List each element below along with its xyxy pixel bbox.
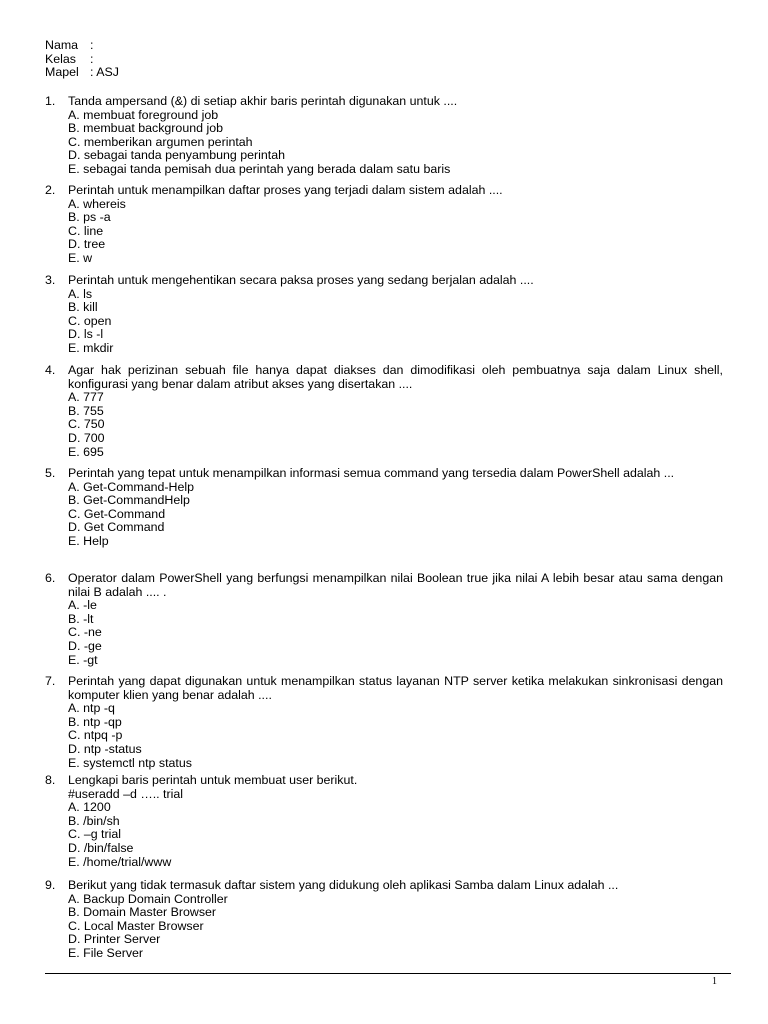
answer-option: C. Local Master Browser: [68, 918, 204, 933]
question-number: 1.: [45, 94, 56, 108]
answer-option: B. ntp -qp: [68, 714, 122, 729]
answer-option: D. tree: [68, 237, 106, 252]
question-number: 3.: [45, 273, 56, 287]
answer-option: A. 777: [68, 390, 104, 405]
answer-option: D. ntp -status: [68, 741, 142, 756]
question-text: Berikut yang tidak termasuk daftar sistem yang didukung oleh aplikasi Samba dalam Linux adalah ...: [68, 878, 619, 892]
question-line: [45, 364, 723, 391]
answer-option: A. ls: [68, 286, 93, 301]
answer-options: [68, 481, 723, 549]
question-1: [45, 95, 723, 177]
question-text: Lengkapi baris perintah untuk membuat user berikut.: [68, 773, 358, 787]
answer-option: B. Get-CommandHelp: [68, 493, 190, 508]
answer-options: [68, 893, 723, 961]
question-number: 2.: [45, 183, 56, 197]
answer-option: #useradd –d ….. trial: [68, 786, 184, 801]
answer-options: [68, 788, 723, 870]
answer-option: D. ls -l: [68, 327, 104, 342]
question-text: Perintah yang dapat digunakan untuk menampilkan status layanan NTP server ketika melakukan sinkronisasi dengan komputer klien yang benar adalah ....: [68, 674, 723, 702]
answer-option: C. open: [68, 313, 112, 328]
answer-options: [68, 599, 723, 667]
answer-option: A. ntp -q: [68, 701, 115, 716]
header-row-class: [45, 53, 119, 67]
header-label: Mapel: [45, 65, 79, 80]
answer-option: D. Get Command: [68, 520, 165, 535]
answer-option: C. ntpq -p: [68, 728, 123, 743]
answer-option: E. File Server: [68, 945, 144, 960]
header-value: : ASJ: [90, 65, 119, 80]
question-text: Operator dalam PowerShell yang berfungsi menampilkan nilai Boolean true jika nilai A lebih besar atau sama dengan nilai B adalah .... .: [68, 571, 723, 599]
answer-option: A. Backup Domain Controller: [68, 891, 228, 906]
student-info-header: [45, 39, 119, 80]
answer-option: D. /bin/false: [68, 840, 134, 855]
question-number: 6.: [45, 571, 56, 585]
question-number: 4.: [45, 363, 56, 377]
question-6: [45, 572, 723, 667]
answer-option: B. kill: [68, 300, 98, 315]
answer-option: E. /home/trial/www: [68, 854, 172, 869]
question-9: [45, 879, 723, 961]
answer-option: E. -gt: [68, 652, 98, 667]
answer-option: A. -le: [68, 598, 97, 613]
question-line: [45, 467, 723, 481]
question-4: [45, 364, 723, 459]
answer-option: D. Printer Server: [68, 932, 161, 947]
question-line: [45, 879, 723, 893]
answer-option: B. -lt: [68, 611, 94, 626]
question-line: [45, 184, 723, 198]
answer-option: E. sebagai tanda pemisah dua perintah yang berada dalam satu baris: [68, 161, 451, 176]
question-number: 9.: [45, 878, 56, 892]
answer-option: A. membuat foreground job: [68, 107, 219, 122]
question-text: Agar hak perizinan sebuah file hanya dapat diakses dan dimodifikasi oleh pembuatnya saja dalam Linux shell, konfigurasi yang benar dalam atribut akses yang disertakan ....: [68, 363, 723, 391]
answer-option: A. Get-Command-Help: [68, 479, 195, 494]
header-row-subject: [45, 66, 119, 80]
answer-option: C. Get-Command: [68, 506, 166, 521]
question-text: Perintah untuk mengehentikan secara paksa proses yang sedang berjalan adalah ....: [68, 273, 534, 287]
question-line: [45, 95, 723, 109]
answer-option: D. -ge: [68, 638, 102, 653]
question-number: 8.: [45, 773, 56, 787]
answer-option: D. 700: [68, 430, 105, 445]
answer-option: B. ps -a: [68, 210, 111, 225]
question-7: [45, 675, 723, 770]
answer-options: [68, 391, 723, 459]
question-5: [45, 467, 723, 549]
header-row-name: [45, 39, 119, 53]
question-text: Perintah yang tepat untuk menampilkan informasi semua command yang tersedia dalam PowerShell adalah ...: [68, 466, 675, 480]
header-label: Nama: [45, 38, 79, 52]
footer-divider: [45, 973, 731, 974]
answer-options: [68, 288, 723, 356]
answer-option: C. –g trial: [68, 827, 122, 842]
answer-option: B. Domain Master Browser: [68, 905, 217, 920]
answer-option: C. 750: [68, 417, 105, 432]
answer-option: D. sebagai tanda penyambung perintah: [68, 148, 285, 163]
answer-option: E. Help: [68, 533, 109, 548]
answer-options: [68, 702, 723, 770]
question-text: Perintah untuk menampilkan daftar proses yang terjadi dalam sistem adalah ....: [68, 183, 503, 197]
page-number: 1: [712, 976, 717, 987]
question-3: [45, 274, 723, 356]
answer-option: E. systemctl ntp status: [68, 755, 192, 770]
question-line: [45, 774, 723, 788]
question-number: 7.: [45, 674, 56, 688]
question-number: 5.: [45, 466, 56, 480]
answer-option: C. line: [68, 223, 104, 238]
question-line: [45, 572, 723, 599]
answer-option: B. 755: [68, 403, 104, 418]
question-line: [45, 675, 723, 702]
header-value: :: [90, 51, 94, 66]
question-2: [45, 184, 723, 266]
answer-option: B. /bin/sh: [68, 813, 120, 828]
answer-option: C. -ne: [68, 625, 102, 640]
answer-option: E. w: [68, 250, 93, 265]
question-text: Tanda ampersand (&) di setiap akhir baris perintah digunakan untuk ....: [68, 94, 458, 108]
answer-option: E. 695: [68, 444, 104, 459]
header-value: :: [90, 38, 94, 52]
header-label: Kelas: [45, 51, 76, 66]
answer-option: A. 1200: [68, 800, 111, 815]
answer-option: E. mkdir: [68, 340, 114, 355]
question-line: [45, 274, 723, 288]
answer-options: [68, 109, 723, 177]
question-8: [45, 774, 723, 869]
answer-options: [68, 198, 723, 266]
answer-option: B. membuat background job: [68, 121, 223, 136]
answer-option: C. memberikan argumen perintah: [68, 134, 253, 149]
answer-option: A. whereis: [68, 196, 126, 211]
